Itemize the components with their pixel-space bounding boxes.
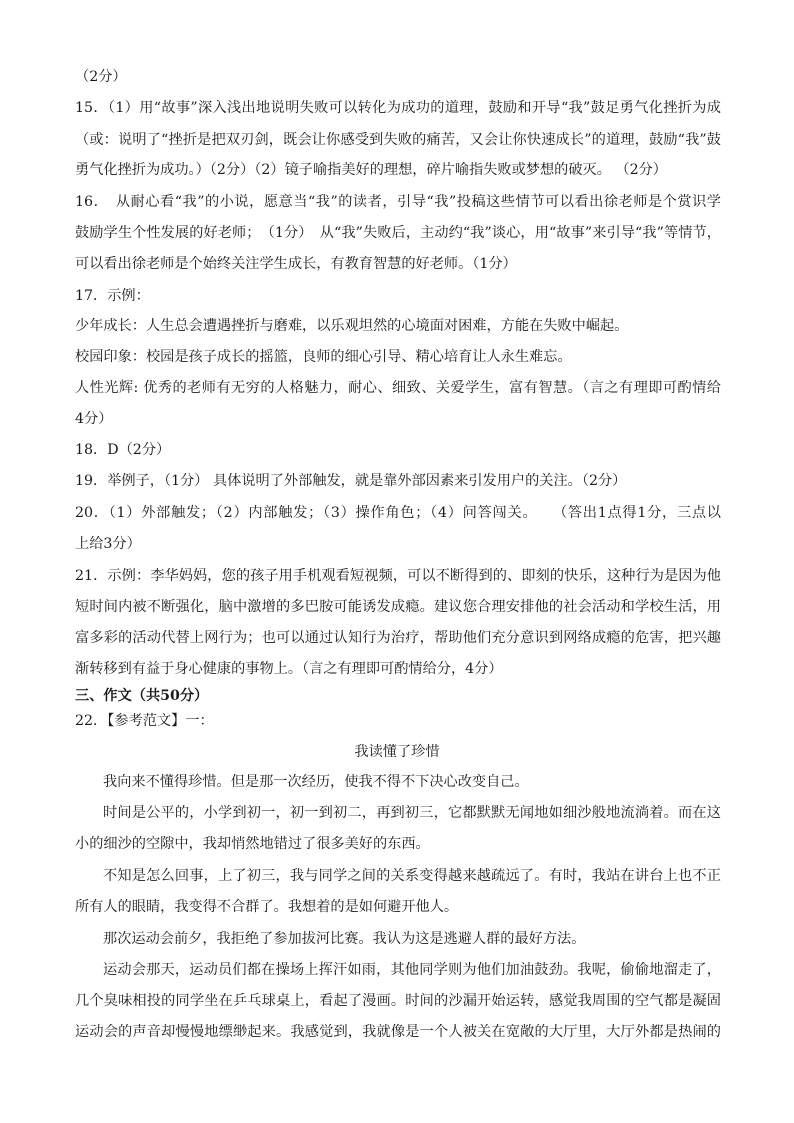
answer-19: 19．举例子，（1分） 具体说明了外部触发，就是靠外部因素来引发用户的关注。（2分） <box>75 473 627 489</box>
answer-15-line-1: 15．（1）用“故事”深入浅出地说明失败可以转化为成功的道理，鼓励和开导“我”鼓足勇气化挫折为成 <box>75 100 721 116</box>
answer-17-heading: 17．示例： <box>75 288 150 304</box>
essay-paragraph-5-line-1: 运动会那天，运动员们都在操场上挥汗如雨，其他同学则为他们加油鼓劲。我呢，偷偷地溜走了， <box>103 962 721 978</box>
essay-paragraph-3-line-1: 不知是怎么回事，上了初三，我与同学之间的关系变得越来越疏远了。有时，我站在讲台上也不正 <box>103 868 721 884</box>
answer-22-heading: 22．【参考范文】一： <box>75 713 214 729</box>
answer-17-item-2: 校园印象：校园是孩子成长的摇篮，良师的细心引导、精心培育让人永生难忘。 <box>75 349 572 365</box>
answer-16-line-3: 可以看出徐老师是个始终关注学生成长，有教育智慧的好老师。（1分） <box>75 256 517 272</box>
answer-20-line-2: 上给3分） <box>75 536 141 552</box>
answer-21-line-3: 富多彩的活动代替上网行为；也可以通过认知行为治疗，帮助他们充分意识到网络成瘾的危害，把兴趣 <box>75 630 721 646</box>
essay-title: 我读懂了珍惜 <box>354 744 440 760</box>
answer-15-line-3: 勇气化挫折为成功。）（2分）（2）镜子喻指美好的理想，碎片喻指失败或梦想的破灭。 （2分） <box>75 162 667 178</box>
answer-16-line-2: 鼓励学生个性发展的好老师； （1分） 从“我”失败后，主动约“我”谈心，用“故事”来引导“我”等情节， <box>75 225 721 241</box>
answer-21-line-2: 短时间内被不断强化，脑中激增的多巴胺可能诱发成瘾。建议您合理安排他的社会活动和学校生活，用 <box>75 599 721 615</box>
answer-17-item-3: 人性光辉: 优秀的老师有无穷的人格魅力，耐心、细致、关爱学生，富有智慧。（言之有理即可酌情给 <box>75 380 721 396</box>
answer-17-item-1: 少年成长：人生总会遭遇挫折与磨难，以乐观坦然的心境面对困难，方能在失败中崛起。 <box>75 318 629 334</box>
essay-paragraph-2-line-2: 小的细沙的空隙中，我却悄然地错过了很多美好的东西。 <box>75 836 430 852</box>
answer-20-line-1: 20．（1）外部触发；（2）内部触发；（3）操作角色；（4）问答闯关。 （答出1点得1分，三点以 <box>75 505 721 521</box>
answer-17-item-3-cont: 4分） <box>75 411 113 427</box>
essay-paragraph-4: 那次运动会前夕，我拒绝了参加拔河比赛。我认为这是逃避人群的最好方法。 <box>103 931 586 947</box>
score-note: （2分） <box>75 69 127 85</box>
essay-paragraph-5-line-2: 几个臭味相投的同学坐在乒乓球桌上，看起了漫画。时间的沙漏开始运转，感觉我周围的空气都是凝固 <box>75 993 721 1009</box>
essay-paragraph-1: 我向来不懂得珍惜。但是那一次经历，使我不得不下决心改变自己。 <box>103 774 529 790</box>
section-heading-composition: 三、作文（共50分） <box>75 688 209 704</box>
answer-21-line-1: 21．示例：李华妈妈，您的孩子用手机观看短视频，可以不断得到的、即刻的快乐，这种行为是因为他 <box>75 568 721 584</box>
answer-16-line-1: 16． 从耐心看“我”的小说，愿意当“我”的读者，引导“我”投稿这些情节可以看出徐老师是个赏识学 <box>75 194 721 210</box>
essay-paragraph-2-line-1: 时间是公平的，小学到初一，初一到初二，再到初三，它都默默无闻地如细沙般地流淌着。而在这 <box>103 805 721 821</box>
answer-21-line-4: 渐转移到有益于身心健康的事物上。（言之有理即可酌情给分，4分） <box>75 661 503 677</box>
essay-paragraph-5-line-3: 运动会的声音却慢慢地缥缈起来。我感觉到，我就像是一个人被关在宽敞的大厅里，大厅外都是热闹的 <box>75 1024 721 1040</box>
answer-18: 18．D（2分） <box>75 442 171 458</box>
answer-15-line-2: （或：说明了“挫折是把双刃剑，既会让你感受到失败的痛苦，又会让你快速成长”的道理，鼓励“我”鼓 <box>75 132 721 148</box>
essay-paragraph-3-line-2: 所有人的眼睛，我变得不合群了。我想着的是如何避开他人。 <box>75 899 459 915</box>
